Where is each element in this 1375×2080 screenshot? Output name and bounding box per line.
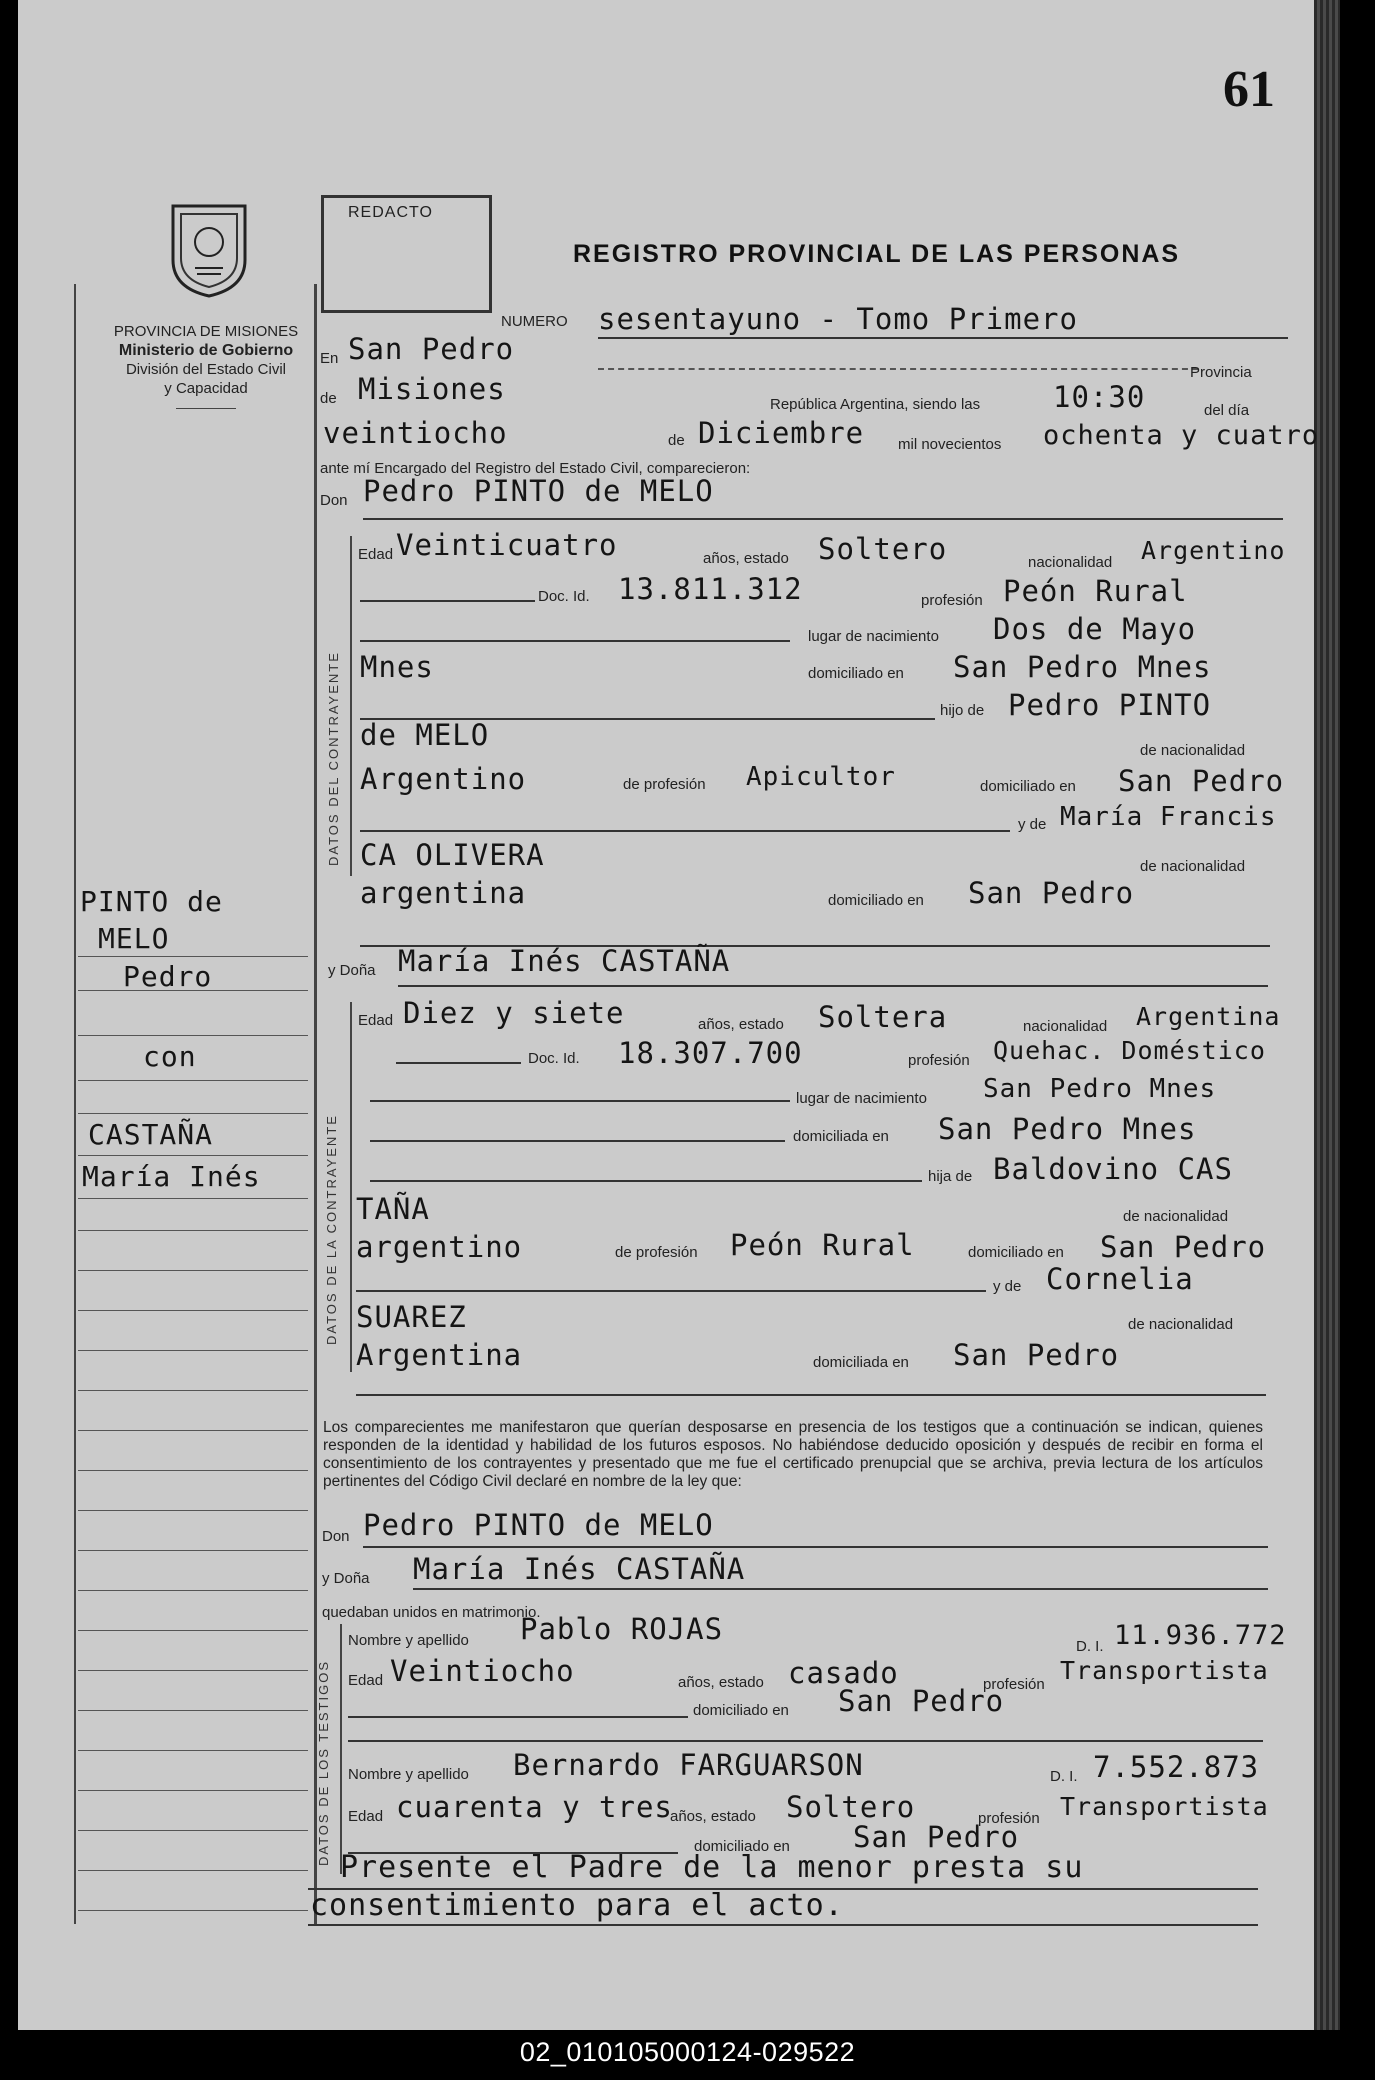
- t1-anos-label: años, estado: [678, 1674, 764, 1691]
- hora-value: 10:30: [1053, 380, 1146, 414]
- c-madre-dom: San Pedro: [968, 876, 1135, 910]
- m-nac-label: nacionalidad: [1023, 1018, 1108, 1035]
- decl-dona-label: y Doña: [322, 1570, 370, 1587]
- declaration-paragraph: Los comparecientes me manifestaron que querían desposarse en presencia de los testigos que a continuación se indican, quienes responden de la identidad y habilidad de los futuros esposos. No habiéndose deducido oposición y después de recibir en forma el consentimiento de los contrayentes y presentado que me fue el certificado prenupcial que se archiva, previa lectura de los artículos pertinentes del Código Civil declaré en nombre de la ley que:: [323, 1419, 1263, 1490]
- decl-don-label: Don: [322, 1528, 350, 1545]
- institution-block: [86, 322, 326, 409]
- c-padre: Pedro PINTO: [1008, 688, 1212, 722]
- m-padre-nac: argentino: [356, 1230, 523, 1264]
- redacto-label: REDACTO: [348, 204, 433, 221]
- t1-edad-label: Edad: [348, 1672, 384, 1689]
- c-padre2: de MELO: [360, 718, 490, 752]
- t1-prof: Transportista: [1060, 1656, 1269, 1685]
- c-padre-nac: Argentino: [360, 762, 527, 796]
- m-padre-prof-label: de profesión: [615, 1244, 698, 1261]
- c-padre-dom: San Pedro: [1118, 764, 1285, 798]
- note-line2: consentimiento para el acto.: [310, 1888, 844, 1923]
- c-edad-label: Edad: [358, 546, 394, 563]
- margin-note-line1: PINTO de: [80, 885, 223, 918]
- book-binding: [1314, 0, 1340, 2030]
- de-mes-label: de: [668, 432, 685, 449]
- m-lugar-nac: San Pedro Mnes: [983, 1074, 1217, 1104]
- m-madre2: SUAREZ: [356, 1300, 467, 1334]
- c-edad: Veinticuatro: [396, 528, 618, 562]
- m-padre-dom-label: domiciliado en: [968, 1244, 1064, 1261]
- t1-edad: Veintiocho: [390, 1654, 575, 1688]
- c-madre: María Francis: [1060, 802, 1277, 832]
- numero-value: sesentayuno - Tomo Primero: [598, 302, 1078, 336]
- m-edad-label: Edad: [358, 1012, 394, 1029]
- contrayenta-name: María Inés CASTAÑA: [398, 944, 731, 978]
- t1-nombre: Pablo ROJAS: [520, 1612, 724, 1646]
- c-lugar-nac-label: lugar de nacimiento: [808, 628, 939, 645]
- c-doc: 13.811.312: [618, 572, 803, 606]
- margin-note-line2: MELO: [98, 922, 170, 955]
- c-estado: Soltero: [818, 532, 948, 566]
- m-dom-label: domiciliada en: [793, 1128, 889, 1145]
- margin-note-line6: María Inés: [82, 1160, 261, 1193]
- c-madre-nac: argentina: [360, 876, 527, 910]
- m-madre-nac-label: de nacionalidad: [1128, 1316, 1234, 1333]
- mil-label: mil novecientos: [898, 436, 1002, 453]
- dia-value: veintiocho: [323, 416, 508, 450]
- c-madre-dom-label: domiciliado en: [828, 892, 924, 909]
- contrayente-bracket: [350, 536, 352, 876]
- m-estado: Soltera: [818, 1000, 948, 1034]
- datos-contrayenta-label: DATOS DE LA CONTRAYENTE: [324, 1114, 339, 1345]
- decl-dona: María Inés CASTAÑA: [413, 1552, 746, 1586]
- mes-value: Diciembre: [698, 416, 865, 450]
- c-padre-dom-label: domiciliado en: [980, 778, 1076, 795]
- m-padre: Baldovino CAS: [993, 1152, 1233, 1186]
- m-padre-nac-label: de nacionalidad: [1123, 1208, 1229, 1225]
- dona-label: y Doña: [328, 962, 376, 979]
- margin-note-line4: con: [143, 1040, 197, 1073]
- c-nac-label: nacionalidad: [1028, 554, 1113, 571]
- contrayenta-bracket: [350, 1002, 352, 1372]
- ante-label: ante mí Encargado del Registro del Estado Civil, comparecieron:: [320, 460, 751, 477]
- t2-anos-label: años, estado: [670, 1808, 756, 1825]
- m-padre-dom: San Pedro: [1100, 1230, 1267, 1264]
- c-madre-nac-label: de nacionalidad: [1140, 858, 1246, 875]
- note-line1: Presente el Padre de la menor presta su: [340, 1850, 1084, 1885]
- t2-dom: San Pedro: [853, 1820, 1020, 1854]
- t1-dom-label: domiciliado en: [693, 1702, 789, 1719]
- page-title: REGISTRO PROVINCIAL DE LAS PERSONAS: [573, 240, 1181, 268]
- margin-note-line5: CASTAÑA: [88, 1118, 214, 1151]
- t2-di: 7.552.873: [1093, 1750, 1260, 1784]
- t2-edad: cuarenta y tres: [396, 1790, 673, 1824]
- c-y-de-label: y de: [1018, 816, 1047, 833]
- c-hijo-label: hijo de: [940, 702, 985, 719]
- c-domicilio: San Pedro Mnes: [953, 650, 1212, 684]
- del-dia-label: del día: [1204, 402, 1250, 419]
- provincia-value: Misiones: [358, 372, 506, 406]
- c-nac: Argentino: [1141, 536, 1286, 565]
- m-padre2: TAÑA: [356, 1192, 430, 1226]
- c-padre-prof-label: de profesión: [623, 776, 706, 793]
- contrayente-name: Pedro PINTO de MELO: [363, 474, 714, 508]
- c-doc-label: Doc. Id.: [538, 588, 590, 605]
- m-madre-dom-label: domiciliada en: [813, 1354, 909, 1371]
- t2-prof-label: profesión: [978, 1810, 1040, 1827]
- redacto-stamp-box: [321, 195, 492, 313]
- left-margin-line: [74, 284, 76, 1924]
- de-label: de: [320, 390, 337, 407]
- t2-prof: Transportista: [1060, 1792, 1269, 1821]
- m-doc-label: Doc. Id.: [528, 1050, 580, 1067]
- inst-line2: Ministerio de Gobierno: [118, 342, 294, 359]
- t2-nombre: Bernardo FARGUARSON: [513, 1748, 864, 1782]
- c-madre2: CA OLIVERA: [360, 838, 545, 872]
- c-padre-nac-label: de nacionalidad: [1140, 742, 1246, 759]
- t1-prof-label: profesión: [983, 1676, 1045, 1693]
- testigos-bracket: [340, 1624, 342, 1874]
- margin-note-line3: Pedro: [123, 960, 213, 993]
- m-domicilio: San Pedro Mnes: [938, 1112, 1197, 1146]
- datos-contrayente-label: DATOS DEL CONTRAYENTE: [326, 651, 341, 866]
- c-prof-label: profesión: [921, 592, 983, 609]
- decl-don: Pedro PINTO de MELO: [363, 1508, 714, 1542]
- lugar-value: San Pedro: [348, 332, 515, 366]
- datos-testigos-label: DATOS DE LOS TESTIGOS: [316, 1660, 331, 1866]
- t2-nombre-label: Nombre y apellido: [348, 1766, 469, 1783]
- t1-di: 11.936.772: [1114, 1620, 1287, 1651]
- m-nac: Argentina: [1136, 1002, 1281, 1031]
- t1-di-label: D. I.: [1076, 1638, 1104, 1655]
- t2-estado: Soltero: [786, 1790, 916, 1824]
- en-label: En: [320, 350, 339, 367]
- c-lugar-nac: Dos de Mayo: [993, 612, 1197, 646]
- t1-dom: San Pedro: [838, 1684, 1005, 1718]
- c-dom-label: domiciliado en: [808, 665, 904, 682]
- m-y-de-label: y de: [993, 1278, 1022, 1295]
- t2-di-label: D. I.: [1050, 1768, 1078, 1785]
- republica-label: República Argentina, siendo las: [770, 396, 981, 413]
- don-label: Don: [320, 492, 348, 509]
- quedaban-label: quedaban unidos en matrimonio.: [322, 1604, 541, 1621]
- t2-edad-label: Edad: [348, 1808, 384, 1825]
- c-prof: Peón Rural: [1003, 574, 1188, 608]
- m-prof-label: profesión: [908, 1052, 970, 1069]
- m-doc: 18.307.700: [618, 1036, 803, 1070]
- c-padre-prof: Apicultor: [746, 762, 896, 792]
- inst-line3: División del Estado Civil: [125, 361, 287, 378]
- anio-value: ochenta y cuatro: [1043, 420, 1320, 451]
- provincia-label: Provincia: [1190, 364, 1252, 381]
- t1-nombre-label: Nombre y apellido: [348, 1632, 469, 1649]
- footer-id: 02_010105000124-029522: [519, 2037, 856, 2067]
- m-padre-prof: Peón Rural: [730, 1228, 915, 1262]
- m-madre-nac: Argentina: [356, 1338, 523, 1372]
- t1-estado: casado: [788, 1656, 899, 1690]
- t2-dom-label: domiciliado en: [694, 1838, 790, 1855]
- numero-label: NUMERO: [501, 313, 568, 330]
- page-number: 61: [1223, 61, 1275, 118]
- province-seal: [163, 198, 255, 298]
- m-edad: Diez y siete: [403, 996, 625, 1030]
- register-page: [18, 0, 1340, 2030]
- m-anos-label: años, estado: [698, 1016, 784, 1033]
- inst-line1: PROVINCIA DE MISIONES: [113, 323, 299, 340]
- m-madre-dom: San Pedro: [953, 1338, 1120, 1372]
- m-lugar-nac-label: lugar de nacimiento: [796, 1090, 927, 1107]
- m-hija-label: hija de: [928, 1168, 973, 1185]
- m-madre: Cornelia: [1046, 1262, 1194, 1296]
- c-lugar-nac2: Mnes: [360, 650, 434, 684]
- inst-line4: y Capacidad: [164, 380, 248, 397]
- c-anos-label: años, estado: [703, 550, 789, 567]
- m-prof: Quehac. Doméstico: [993, 1036, 1266, 1065]
